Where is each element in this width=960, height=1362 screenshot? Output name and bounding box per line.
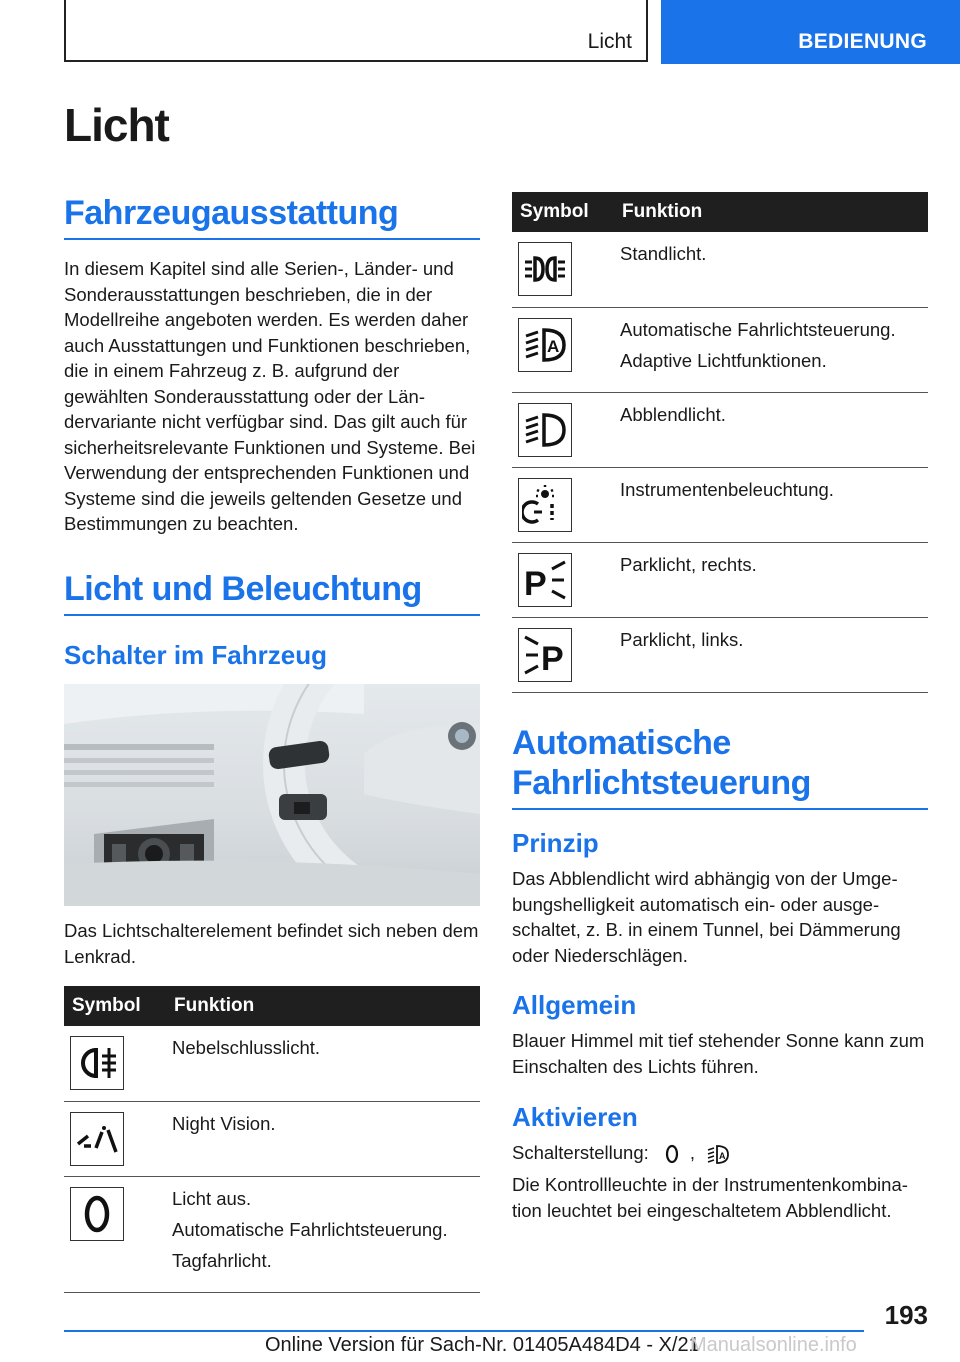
schalterstellung-line bbox=[512, 1140, 930, 1166]
svg-text:A: A bbox=[547, 336, 560, 356]
table-cell-text: Standlicht. bbox=[620, 243, 707, 264]
auto-headlight-icon bbox=[518, 318, 572, 372]
section-title-fahrzeugausstattung: Fahrzeugausstattung bbox=[64, 194, 480, 240]
table-row bbox=[64, 1176, 480, 1292]
table-cell-text: Parklicht, rechts. bbox=[620, 553, 757, 575]
table-row bbox=[64, 1101, 480, 1176]
parking-light-right-icon bbox=[518, 553, 572, 607]
prinzip-text: Das Abblendlicht wird abhängig von der Umgebungshelligkeit automatisch ein- oder ausgeschaltet, z. B. in einem Tunnel, bei Dämmerung oder Niederschlägen. bbox=[512, 868, 901, 966]
table-cell-text: Adaptive Lichtfunktionen. bbox=[620, 349, 827, 371]
table-cell-text: Nebelschlusslicht. bbox=[172, 1037, 321, 1058]
low-beam-icon bbox=[518, 403, 572, 457]
table-row bbox=[512, 467, 928, 542]
header-section-tab bbox=[64, 0, 648, 62]
auto-headlight-icon bbox=[706, 1143, 730, 1165]
section-title-licht-beleuchtung: Licht und Beleuchtung bbox=[64, 570, 480, 616]
table-cell-text: Abblendlicht. bbox=[620, 403, 726, 425]
light-off-zero-icon bbox=[660, 1143, 684, 1165]
subsection-title-prinzip: Prinzip bbox=[512, 828, 599, 858]
fahrzeugausstattung-text: In diesem Kapitel sind alle Serien-, Länder- und Sonderausstattungen beschrieben, die in der Modellreihe angeboten werden. Es werden daher auch Ausstattungen und Funktionen beschrieben, die in einem Fahrzeug z. B. aufgrund der gewählten Sonderausstattung oder der Ländervariante nicht verfügbar sind. Das gilt auch für sicherheitsrelevante Funktionen und Systeme. Bei Verwendung der entsprechenden Funktionen und Systeme sind die jeweils geltenden Gesetze und Bestimmungen zu beachten. bbox=[64, 258, 476, 534]
section-title-line1: Automatische bbox=[512, 724, 731, 762]
table-row bbox=[64, 1026, 480, 1101]
col-function-header: Funktion bbox=[612, 192, 928, 232]
footer-divider bbox=[64, 1330, 864, 1332]
table-cell-text: Automatische Fahrlichtsteuerung. bbox=[172, 1218, 448, 1240]
schalterstellung-label: Schalterstellung: bbox=[512, 1142, 649, 1163]
table-cell-text: Parklicht, links. bbox=[620, 628, 744, 650]
page-number: 193 bbox=[884, 1300, 928, 1330]
table-cell-text: Automatische Fahrlichtsteuerung. bbox=[620, 318, 896, 340]
table-cell-text: Instrumentenbeleuchtung. bbox=[620, 478, 834, 500]
svg-text:A: A bbox=[719, 1151, 726, 1162]
table-row bbox=[512, 617, 928, 692]
header-chapter-label: BEDIENUNG bbox=[798, 30, 927, 53]
right-symbol-table bbox=[512, 192, 928, 693]
photo-caption: Das Lichtschalterelement befindet sich neben dem Lenkrad. bbox=[64, 920, 479, 967]
svg-text:P: P bbox=[541, 639, 564, 678]
subsection-title-allgemein: Allgemein bbox=[512, 990, 637, 1020]
schalterstellung-separator: , bbox=[689, 1142, 696, 1163]
allgemein-text: Blauer Himmel mit tief stehender Sonne kann zum Einschalten des Lichts führen. bbox=[512, 1030, 925, 1077]
parking-light-left-icon bbox=[518, 628, 572, 682]
instrument-lighting-icon bbox=[518, 478, 572, 532]
aktivieren-text: Die Kontrollleuchte in der Instrumentenkombination leuchtet bei eingeschaltetem Abblendlicht. bbox=[512, 1174, 908, 1221]
table-row bbox=[512, 307, 928, 392]
subsection-title-aktivieren: Aktivieren bbox=[512, 1102, 638, 1132]
section-title-automatische-fahrlichtsteuerung bbox=[512, 724, 928, 810]
night-vision-icon bbox=[70, 1112, 124, 1166]
header-chapter-tab bbox=[661, 0, 960, 64]
parking-lights-icon bbox=[518, 242, 572, 296]
watermark: Manualsonline.info bbox=[690, 1334, 857, 1356]
col-function-header: Funktion bbox=[164, 986, 480, 1026]
section-title-line2: Fahrlichtsteuerung bbox=[512, 763, 811, 802]
rear-fog-light-icon bbox=[70, 1036, 124, 1090]
page-title: Licht bbox=[64, 99, 169, 151]
svg-text:P: P bbox=[524, 564, 547, 603]
table-row bbox=[512, 232, 928, 307]
light-off-zero-icon bbox=[70, 1187, 124, 1241]
table-cell-text: Night Vision. bbox=[172, 1112, 276, 1134]
col-symbol-header: Symbol bbox=[512, 192, 612, 232]
col-symbol-header: Symbol bbox=[64, 986, 164, 1026]
header-section-label: Licht bbox=[587, 30, 632, 53]
subsection-title-schalter: Schalter im Fahrzeug bbox=[64, 640, 327, 670]
light-switch-photo bbox=[64, 684, 480, 906]
table-cell-text: Licht aus. bbox=[172, 1187, 252, 1209]
left-symbol-table bbox=[64, 986, 480, 1293]
footer-online-version: Online Version für Sach-Nr. 01405A484D4 - X/21 bbox=[265, 1334, 700, 1356]
table-row bbox=[512, 392, 928, 467]
table-cell-text: Tagfahrlicht. bbox=[172, 1249, 272, 1271]
table-row bbox=[512, 542, 928, 617]
